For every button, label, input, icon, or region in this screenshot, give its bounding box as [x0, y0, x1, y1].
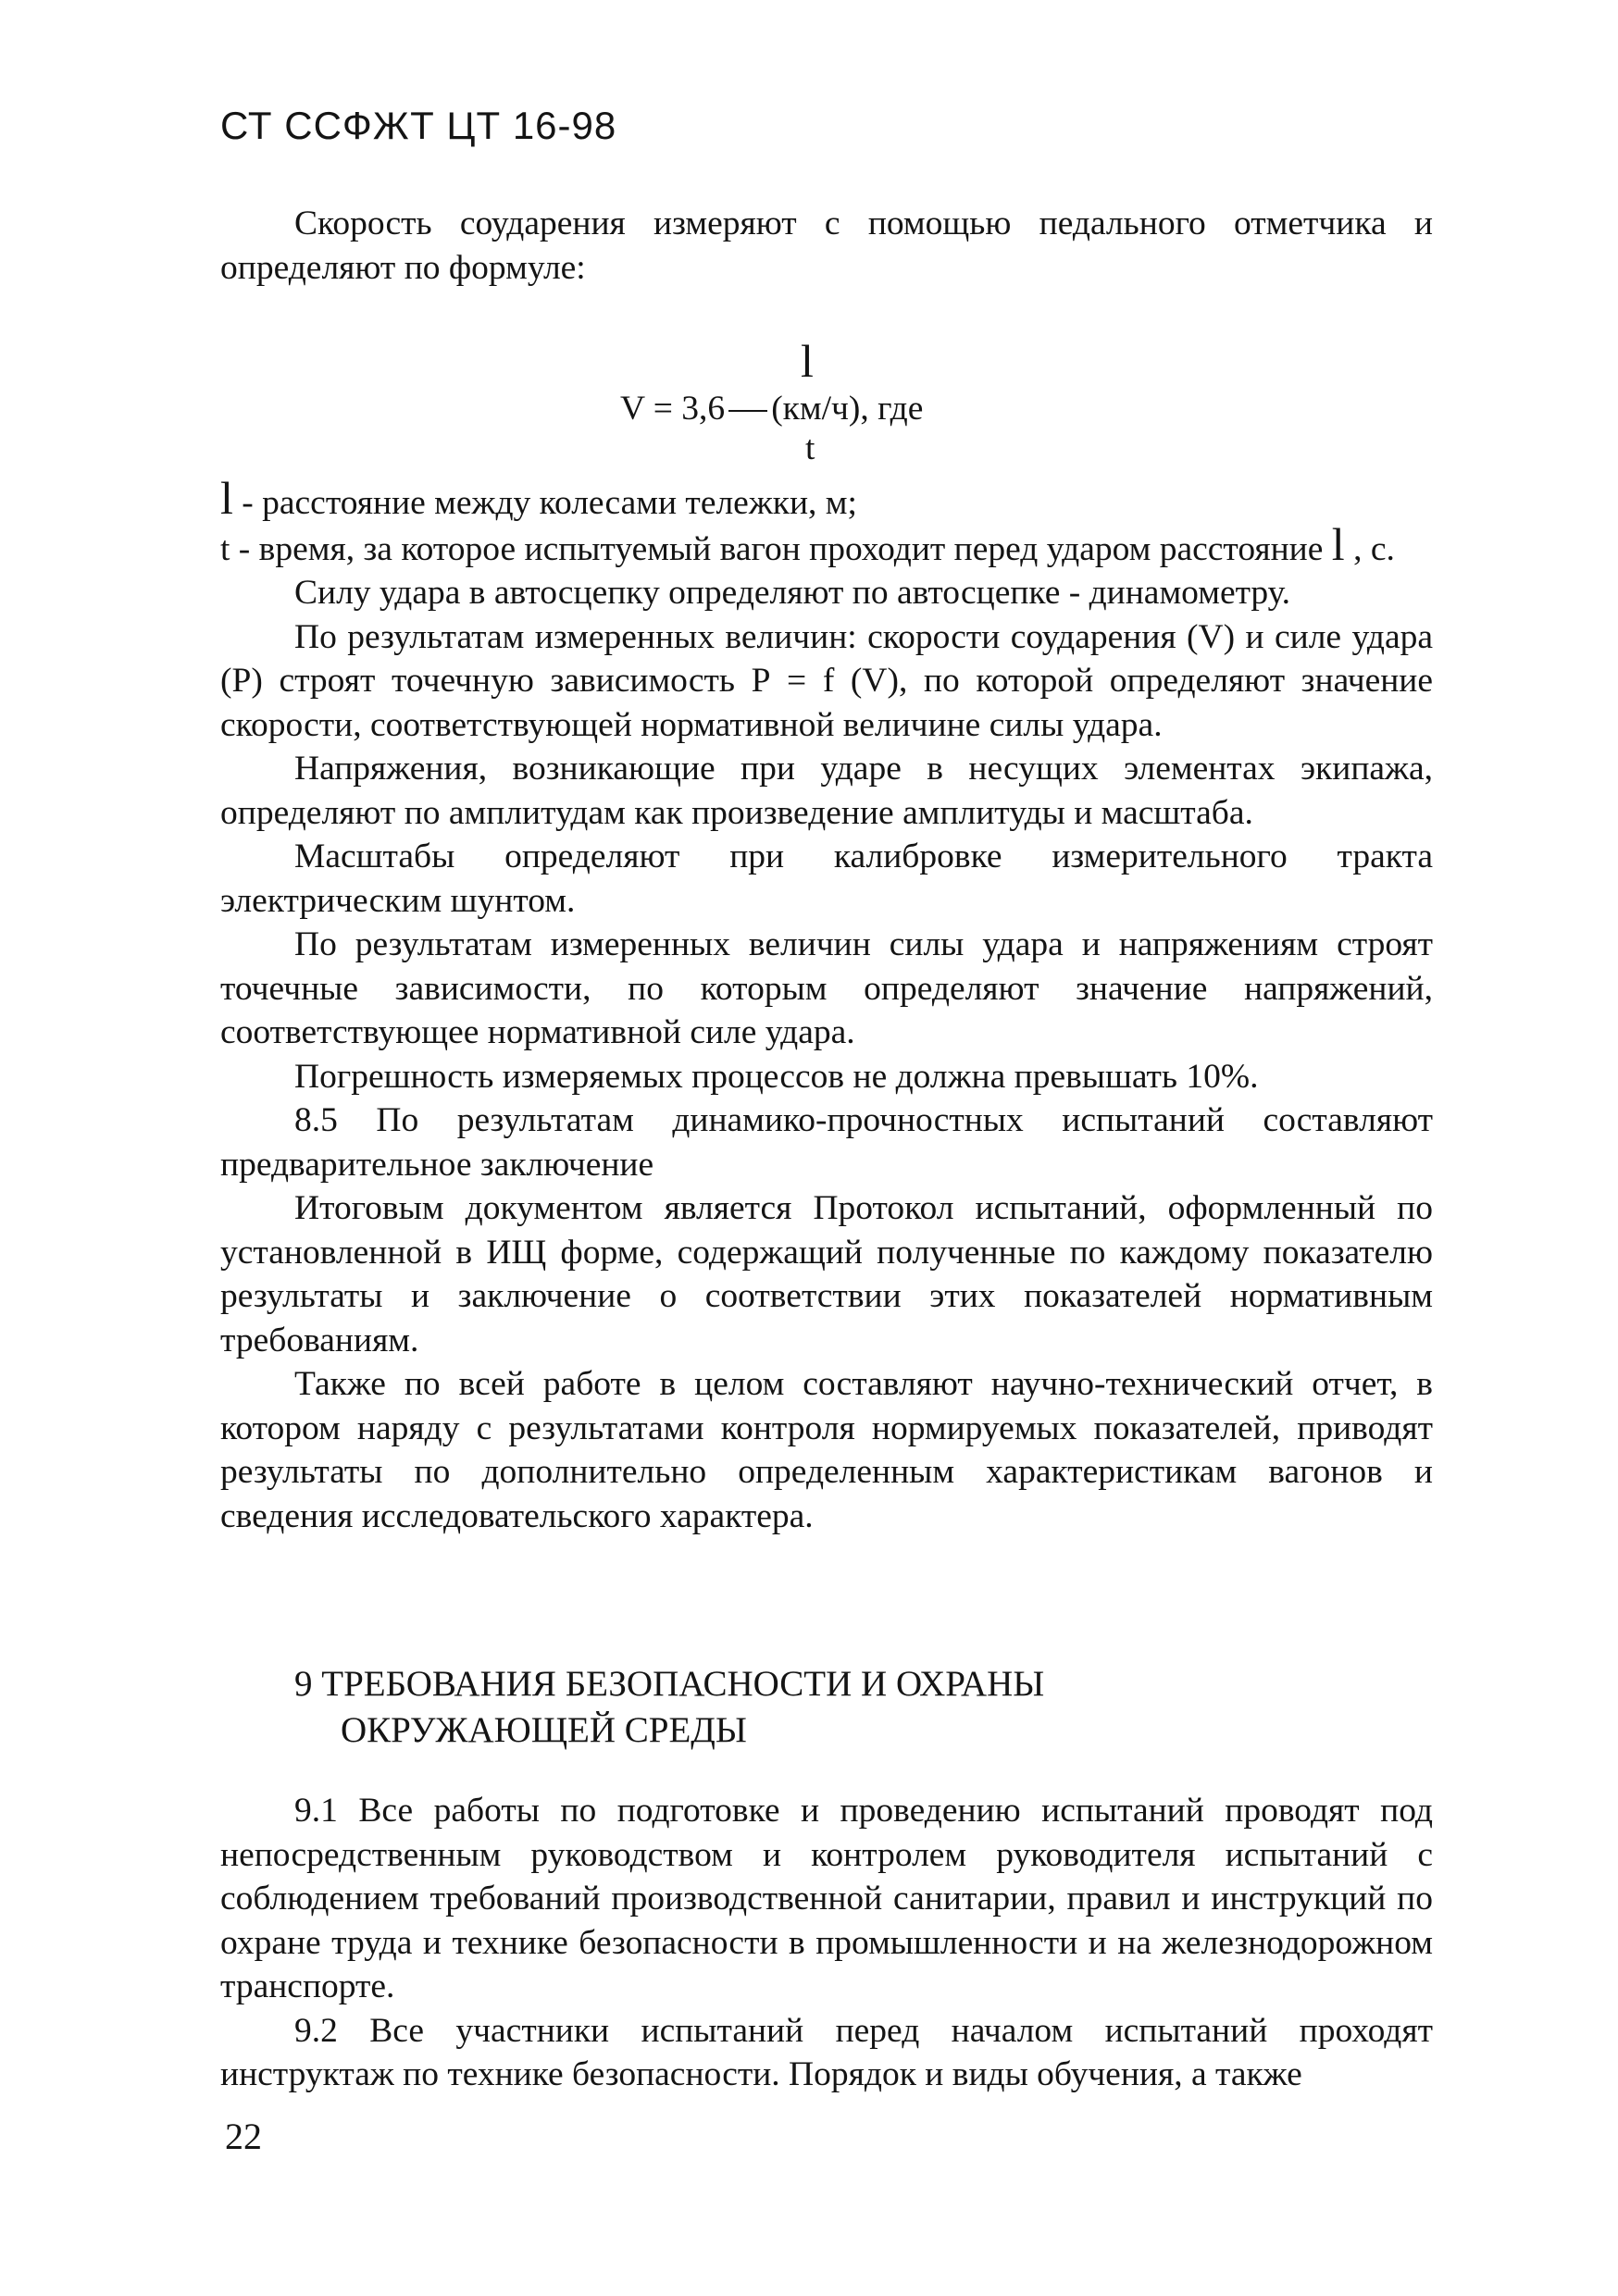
- paragraph: Итоговым документом является Протокол испытаний, оформленный по установленной в ИЩ форме, содержащий полученные по каждому показателю результаты и заключение о соответствии этих показателей нормативным требованиям.: [220, 1189, 1433, 1359]
- definition-t-end: , с.: [1344, 529, 1395, 568]
- paragraph: Силу удара в автосцепку определяют по автосцепке - динамометру.: [294, 574, 1291, 612]
- intro-block: [220, 202, 1433, 290]
- definition-t-text: t - время, за которое испытуемый вагон проходит перед ударом расстояние: [220, 529, 1332, 568]
- definition-l-text: - расстояние между колесами тележки, м;: [232, 484, 857, 522]
- paragraph: По результатам измеренных величин силы удара и напряжениям строят точечные зависимости, по которым определяют значение напряжений, соответствующее нормативной силе удара.: [220, 925, 1433, 1051]
- formula-numerator: l: [801, 335, 814, 387]
- main-text-block: [220, 472, 1433, 1538]
- formula-right: (км/ч), где: [771, 390, 924, 428]
- paragraph: Также по всей работе в целом составляют научно-технический отчет, в котором наряду с результатами контроля нормируемых показателей, приводят результаты по дополнительно определенным характеристикам вагонов и сведения исследовательского характера.: [220, 1365, 1433, 1535]
- intro-paragraph: Скорость соударения измеряют с помощью педального отметчика и определяют по формуле:: [220, 205, 1433, 287]
- symbol-l: l: [220, 472, 233, 524]
- formula-left: V = 3,6: [620, 390, 726, 428]
- section-paragraph: 9.1 Все работы по подготовке и проведению испытаний проводят под непосредственным руководством и контролем руководителя испытаний с соблюдением требований производственной санитарии, правил и инструкций по охране труда и технике безопасности в промышленности и на железнодорожном транспорте.: [220, 1792, 1433, 2005]
- document-code: СТ ССФЖТ ЦТ 16-98: [220, 104, 617, 147]
- formula-main-line: [620, 387, 923, 430]
- section-text-block: [220, 1789, 1433, 2097]
- symbol-l-inline: l: [1331, 517, 1345, 570]
- section-heading-line1: 9 ТРЕБОВАНИЯ БЕЗОПАСНОСТИ И ОХРАНЫ: [294, 1664, 1045, 1704]
- definition-l: [220, 472, 1433, 526]
- section-heading-line2: ОКРУЖАЮЩЕЙ СРЕДЫ: [341, 1710, 747, 1750]
- paragraph: По результатам измеренных величин: скорости соударения (V) и силе удара (Р) строят точечную зависимость Р = f (V), по которой определяют значение скорости, соответствующей нормативной величине силы удара.: [220, 617, 1433, 744]
- section-paragraph: 9.2 Все участники испытаний перед началом испытаний проходят инструктаж по технике безопасности. Порядок и виды обучения, а также: [220, 2011, 1433, 2093]
- fraction-bar: [728, 410, 767, 412]
- section-heading: [294, 1661, 1220, 1754]
- definition-t: [220, 517, 1433, 572]
- speed-formula: [620, 335, 1009, 467]
- formula-denominator: t: [805, 429, 815, 467]
- paragraph: Масштабы определяют при калибровке измерительного тракта электрическим шунтом.: [220, 838, 1433, 920]
- page-number: 22: [225, 2116, 262, 2157]
- paragraph: 8.5 По результатам динамико-прочностных испытаний составляют предварительное заключение: [220, 1101, 1433, 1184]
- paragraph: Напряжения, возникающие при ударе в несущих элементах экипажа, определяют по амплитудам как произведение амплитуды и масштаба.: [220, 750, 1433, 832]
- paragraph: Погрешность измеряемых процессов не должна превышать 10%.: [294, 1057, 1259, 1096]
